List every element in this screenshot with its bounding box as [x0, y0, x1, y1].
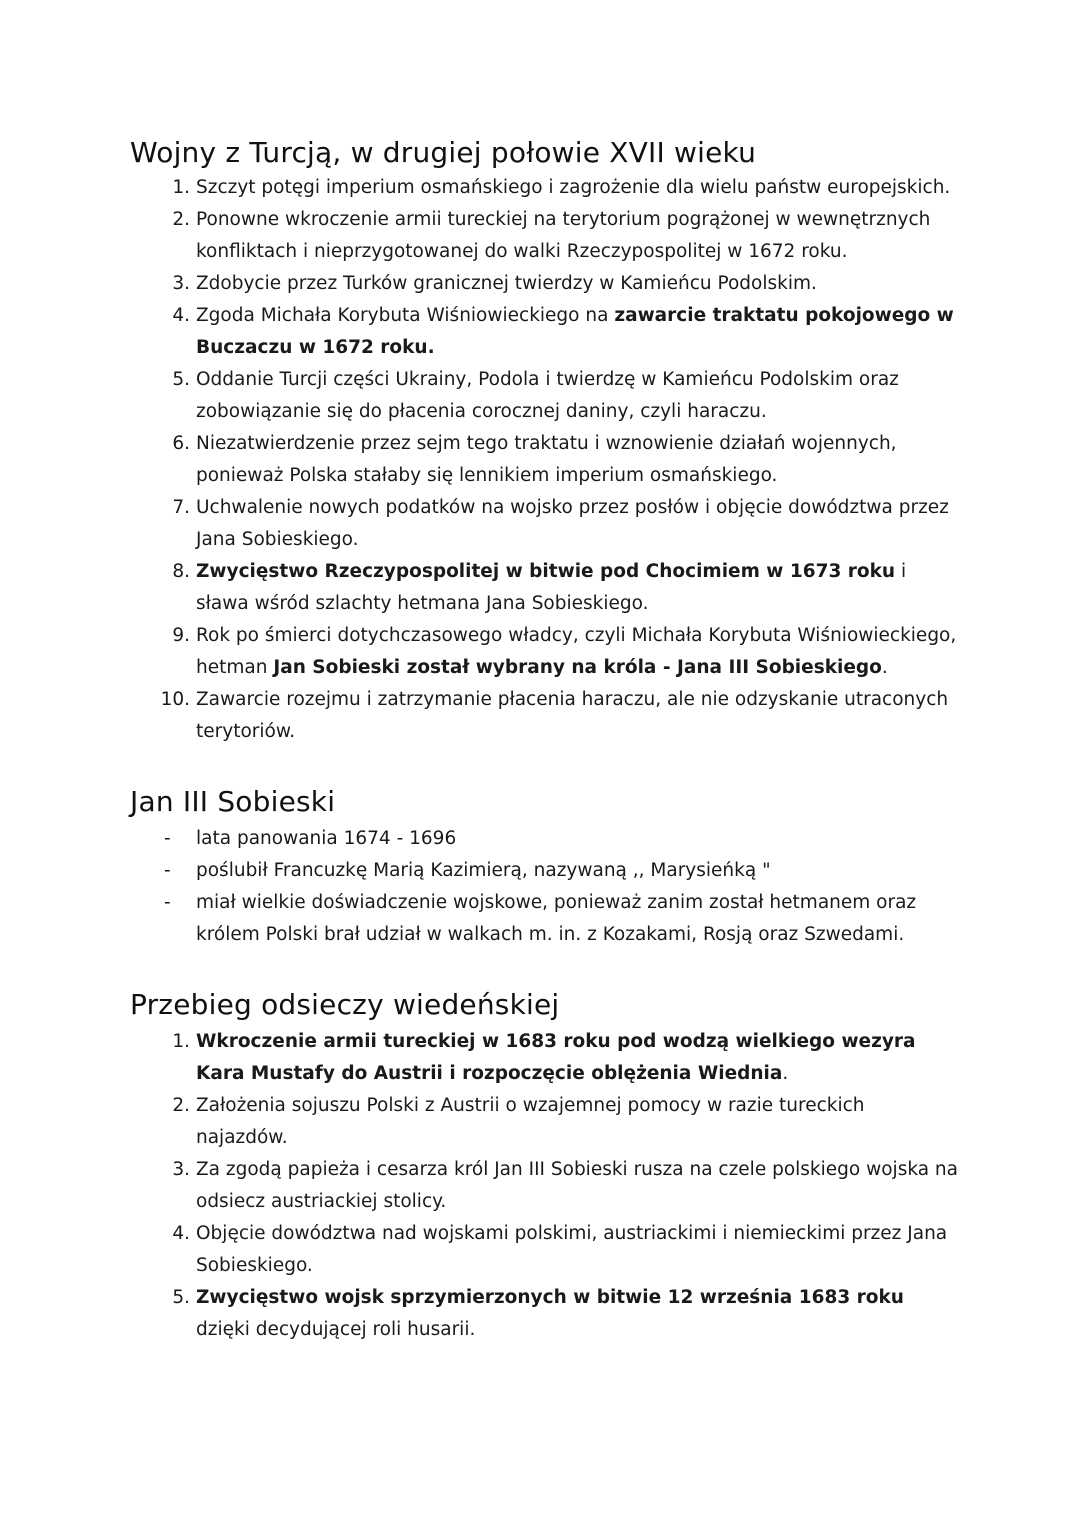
list-number: 4. — [172, 305, 190, 326]
section-title-wars-with-turkey: Wojny z Turcją, w drugiej połowie XVII wieku — [130, 136, 757, 169]
item-text: Za zgodą papieża i cesarza król Jan III Sobieski rusza na czele polskiego wojska na odsiecz austriackiej stolicy. — [196, 1159, 958, 1212]
list-number: 1. — [172, 1031, 190, 1052]
vienna-relief-event-list — [160, 1026, 960, 1346]
list-number: 9. — [172, 625, 190, 646]
list-item — [160, 204, 960, 268]
list-item — [160, 855, 960, 887]
item-text: Zgoda Michała Korybuta Wiśniowieckiego na — [196, 305, 615, 326]
item-text: miał wielkie doświadczenie wojskowe, ponieważ zanim został hetmanem oraz królem Polski brał udział w walkach m. in. z Kozakami, Rosją oraz Szwedami. — [196, 892, 917, 945]
list-number: 2. — [172, 1095, 190, 1116]
list-item — [160, 823, 960, 855]
list-item — [160, 268, 960, 300]
bold-text: Zwycięstwo wojsk sprzymierzonych w bitwie 12 września 1683 roku — [196, 1287, 904, 1308]
list-item — [160, 1154, 960, 1218]
list-number: 5. — [172, 369, 190, 390]
list-bullet: - — [164, 860, 171, 881]
list-number: 4. — [172, 1223, 190, 1244]
list-item — [160, 1218, 960, 1282]
item-text: . — [782, 1063, 789, 1084]
list-number: 6. — [172, 433, 190, 454]
list-bullet: - — [164, 828, 171, 849]
list-item — [160, 1282, 960, 1346]
item-text: Oddanie Turcji części Ukrainy, Podola i twierdzę w Kamieńcu Podolskim oraz zobowiązanie się do płacenia corocznej daniny, czyli haraczu. — [196, 369, 899, 422]
list-item — [160, 172, 960, 204]
list-number: 5. — [172, 1287, 190, 1308]
item-text: poślubił Francuzkę Marią Kazimierą, nazywaną ,, Marysieńką " — [196, 860, 771, 881]
item-text: Uchwalenie nowych podatków na wojsko przez posłów i objęcie dowództwa przez Jana Sobieskiego. — [196, 497, 949, 550]
section-title-vienna-relief: Przebieg odsieczy wiedeńskiej — [130, 988, 560, 1021]
list-item — [160, 620, 960, 684]
list-item — [160, 887, 960, 951]
list-number: 2. — [172, 209, 190, 230]
bold-text: zawarcie traktatu pokojowego w Buczaczu w 1672 roku. — [196, 305, 954, 358]
item-text: Założenia sojuszu Polski z Austrii o wzajemnej pomocy w razie tureckich najazdów. — [196, 1095, 865, 1148]
item-text: lata panowania 1674 - 1696 — [196, 828, 457, 849]
list-number: 7. — [172, 497, 190, 518]
item-text: Objęcie dowództwa nad wojskami polskimi, austriackimi i niemieckimi przez Jana Sobieskiego. — [196, 1223, 948, 1276]
list-number: 10. — [160, 689, 190, 710]
list-item — [160, 428, 960, 492]
sobieski-facts-list — [160, 823, 960, 951]
section-title-jan-iii-sobieski: Jan III Sobieski — [130, 785, 336, 818]
list-number: 3. — [172, 1159, 190, 1180]
bold-text: Jan Sobieski został wybrany na króla - Jana III Sobieskiego — [273, 657, 882, 678]
list-number: 8. — [172, 561, 190, 582]
list-item — [160, 300, 960, 364]
list-item — [160, 684, 960, 748]
list-number: 3. — [172, 273, 190, 294]
item-text: Zdobycie przez Turków granicznej twierdzy w Kamieńcu Podolskim. — [196, 273, 817, 294]
item-text: Rok po śmierci dotychczasowego władcy, czyli Michała Korybuta Wiśniowieckiego, hetman — [196, 625, 957, 678]
list-item — [160, 1026, 960, 1090]
list-item — [160, 1090, 960, 1154]
list-item — [160, 364, 960, 428]
item-text: i sława wśród szlachty hetmana Jana Sobieskiego. — [196, 561, 907, 614]
item-text: Niezatwierdzenie przez sejm tego traktatu i wznowienie działań wojennych, ponieważ Polska stałaby się lennikiem imperium osmańskiego. — [196, 433, 897, 486]
item-text: Ponowne wkroczenie armii tureckiej na terytorium pogrążonej w wewnętrznych konfliktach i nieprzygotowanej do walki Rzeczypospolitej w 1672 roku. — [196, 209, 931, 262]
bold-text: Zwycięstwo Rzeczypospolitej w bitwie pod Chocimiem w 1673 roku — [196, 561, 896, 582]
list-item — [160, 492, 960, 556]
item-text: . — [881, 657, 888, 678]
item-text: Szczyt potęgi imperium osmańskiego i zagrożenie dla wielu państw europejskich. — [196, 177, 951, 198]
wars-event-list — [160, 172, 960, 748]
item-text: Zawarcie rozejmu i zatrzymanie płacenia haraczu, ale nie odzyskanie utraconych terytoriów. — [196, 689, 949, 742]
list-item — [160, 556, 960, 620]
bold-text: Wkroczenie armii tureckiej w 1683 roku pod wodzą wielkiego wezyra Kara Mustafy do Austrii i rozpoczęcie oblężenia Wiednia — [196, 1031, 916, 1084]
list-bullet: - — [164, 892, 171, 913]
list-number: 1. — [172, 177, 190, 198]
item-text: dzięki decydującej roli husarii. — [196, 1319, 476, 1340]
